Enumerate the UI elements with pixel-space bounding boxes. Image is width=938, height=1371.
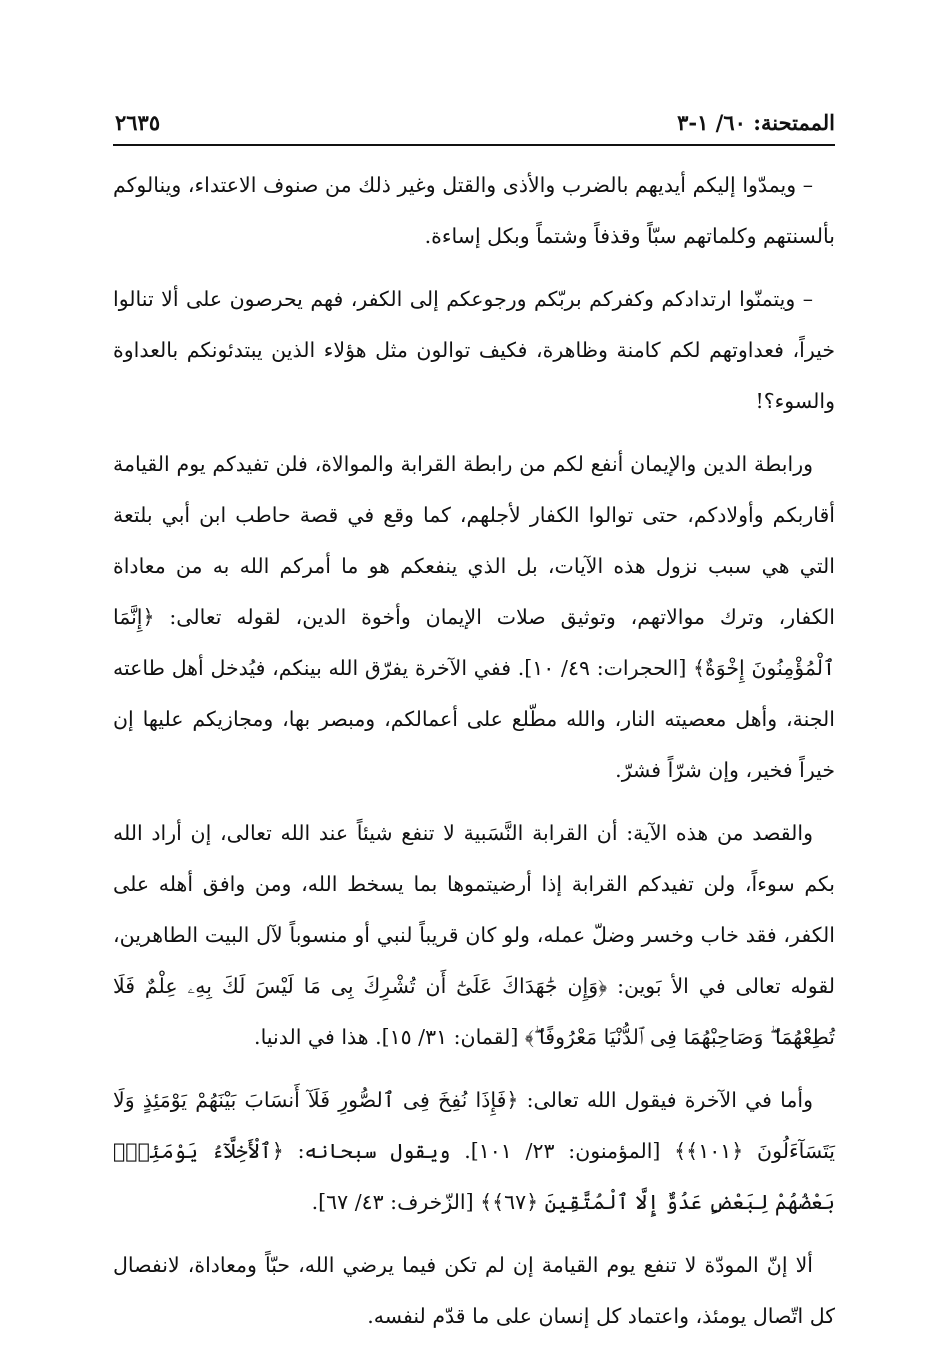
book-page [113, 100, 836, 1328]
paragraph-2: – ويتمنّوا ارتدادكم وكفركم بربّكم ورجوعكم إلى الكفر، فهم يحرصون على ألا تنالوا خيراً، فعداوتهم لكم كامنة وظاهرة، فكيف توالون مثل هؤلاء الذين يبتدئونكم بالعداوة والسوء؟! [113, 287, 835, 413]
page-body [113, 160, 835, 1342]
paragraph-3: ورابطة الدين والإيمان أنفع لكم من رابطة القرابة والموالاة، فلن تفيدكم يوم القيامة أقاربكم وأولادكم، حتى توالوا الكفار لأجلهم، كما وقع في قصة حاطب ابن أبي بلتعة التي هي سبب نزول هذه الآيات، بل الذي ينفعكم هو ما أمركم الله به من معاداة الكفار، وترك موالاتهم، وتوثيق صلات الإيمان وأخوة الدين، لقوله تعالى: ﴿إِنَّمَا ٱلْمُؤْمِنُونَ إِخْوَةٌ﴾ [الحجرات: ٤٩/ ١٠]. ففي الآخرة يفرّق الله بينكم، فيُدخل أهل طاعته الجنة، وأهل معصيته النار، والله مطّلع على أعمالكم، ومبصر بها، ومجازيكم عليها إن خيراً فخير، وإن شرّاً فشرّ. [113, 452, 835, 782]
surah-reference: الممتحنة: ٦٠/ ١-٣ [677, 110, 835, 135]
paragraph-1: – ويمدّوا إليكم أيديهم بالضرب والأذى والقتل وغير ذلك من صنوف الاعتداء، وينالوكم بألسنتهم وكلماتهم سبّاً وقذفاً وشتماً وبكل إساءة. [113, 173, 835, 248]
page-header [113, 100, 835, 146]
paragraph-6: ألا إنّ المودّة لا تنفع يوم القيامة إن لم تكن فيما يرضي الله، حبّاً ومعاداة، لانفصال كل اتّصال يومئذ، واعتماد كل إنسان على ما قدّم لنفسه. [113, 1253, 835, 1328]
paragraph-5: وأما في الآخرة فيقول الله تعالى: ﴿فَإِذَا نُفِخَ فِى ٱلصُّورِ فَلَآ أَنسَابَ بَيْنَهُمْ يَوْمَئِذٍ وَلَا يَتَسَآءَلُونَ ﴿١٠١﴾﴾ [المؤمنون: ٢٣/ ١٠١]. ويقول سبحانه: ﴿ٱلْأَخِلَّآءُ يَوْمَئِذٍۭ بَعْضُهُمْ لِبَعْضٍ عَدُوٌّ إِلَّا ٱلْمُتَّقِينَ ﴿٦٧﴾﴾ [الزّخرف: ٤٣/ ٦٧]. [113, 1088, 836, 1214]
paragraph-4: والقصد من هذه الآية: أن القرابة النَّسَبية لا تنفع شيئاً عند الله تعالى، إن أراد الله بكم سوءاً، ولن تفيدكم القرابة إذا أرضيتموها بما يسخط الله، ومن وافق أهله على الكفر، فقد خاب وخسر وضلّ عمله، ولو كان قريباً لنبي أو منسوباً لآل البيت الطاهرين، لقوله تعالى في الأ بَوين: ﴿وَإِن جَٰهَدَاكَ عَلَىٰٓ أَن تُشْرِكَ بِى مَا لَيْسَ لَكَ بِهِۦ عِلْمٌ فَلَا تُطِعْهُمَا ۖ وَصَاحِبْهُمَا فِى ٱلدُّنْيَا مَعْرُوفًا ۖ﴾ [لقمان: ٣١/ ١٥]. هذا في الدنيا. [113, 821, 835, 1049]
page-number: ٢٦٣٥ [115, 110, 161, 135]
